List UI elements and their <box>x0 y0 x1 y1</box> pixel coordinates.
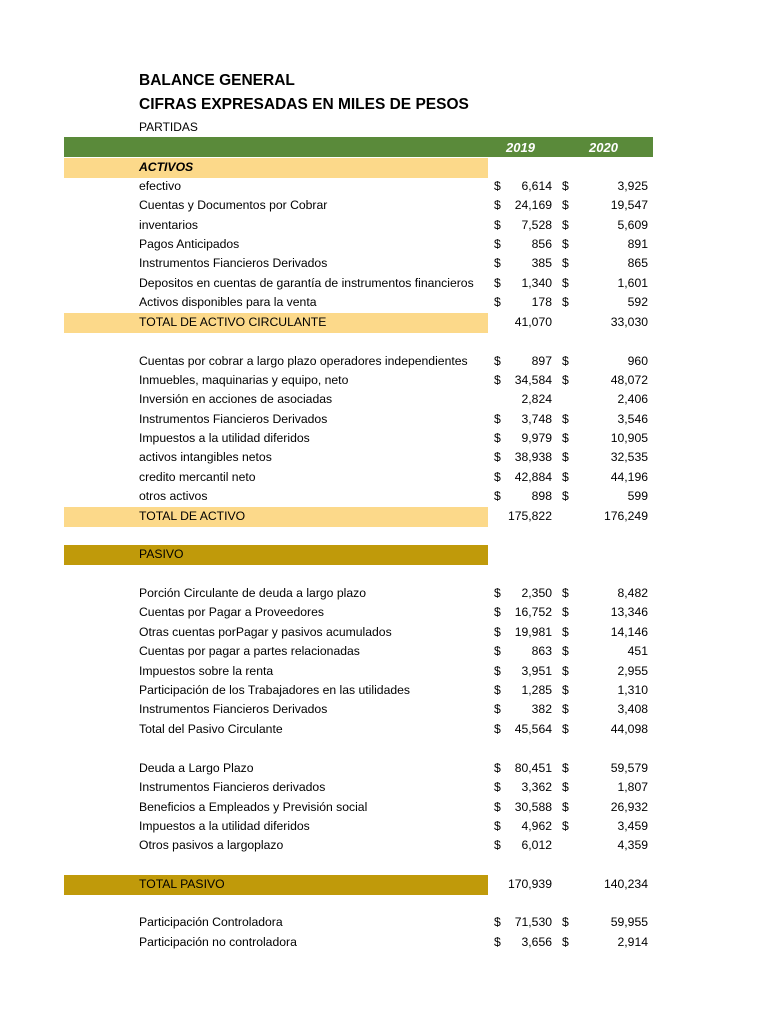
currency-symbol-2020: $ <box>562 605 569 619</box>
table-row <box>0 913 768 932</box>
currency-symbol-2020: $ <box>562 761 569 775</box>
currency-symbol-2019: $ <box>494 644 501 658</box>
table-row <box>0 681 768 700</box>
value-2019: 42,884 <box>514 470 552 484</box>
table-row <box>0 352 768 371</box>
row-label: Participación no controladora <box>139 935 297 949</box>
currency-symbol-2020: $ <box>562 295 569 309</box>
table-row <box>0 313 768 332</box>
value-2019: 178 <box>531 295 552 309</box>
value-2019: 6,012 <box>521 838 552 852</box>
table-row <box>0 196 768 215</box>
currency-symbol-2020: $ <box>562 354 569 368</box>
currency-symbol-2020: $ <box>562 373 569 387</box>
activos-label: ACTIVOS <box>139 160 194 174</box>
value-2020: 19,547 <box>610 198 648 212</box>
table-row <box>0 216 768 235</box>
year-header-row <box>0 138 768 157</box>
value-2019: 170,939 <box>507 877 552 891</box>
currency-symbol-2019: $ <box>494 470 501 484</box>
table-row <box>0 720 768 739</box>
pasivo-section-row <box>0 545 768 564</box>
currency-symbol-2020: $ <box>562 683 569 697</box>
table-row <box>0 584 768 603</box>
currency-symbol-2019: $ <box>494 237 501 251</box>
value-2020: 1,807 <box>617 780 648 794</box>
value-2020: 44,196 <box>610 470 648 484</box>
currency-symbol-2020: $ <box>562 198 569 212</box>
value-2020: 451 <box>627 644 648 658</box>
currency-symbol-2019: $ <box>494 354 501 368</box>
currency-symbol-2019: $ <box>494 276 501 290</box>
table-row <box>0 448 768 467</box>
table-row <box>0 836 768 855</box>
value-2020: 592 <box>627 295 648 309</box>
currency-symbol-2019: $ <box>494 625 501 639</box>
currency-symbol-2020: $ <box>562 276 569 290</box>
value-2020: 140,234 <box>603 877 648 891</box>
table-row <box>0 177 768 196</box>
value-2020: 865 <box>627 256 648 270</box>
row-label: Cuentas por Pagar a Proveedores <box>139 605 324 619</box>
table-row <box>0 778 768 797</box>
currency-symbol-2019: $ <box>494 431 501 445</box>
value-2020: 59,955 <box>610 915 648 929</box>
value-2020: 4,359 <box>617 838 648 852</box>
value-2020: 14,146 <box>610 625 648 639</box>
currency-symbol-2020: $ <box>562 586 569 600</box>
value-2019: 41,070 <box>514 315 552 329</box>
value-2020: 48,072 <box>610 373 648 387</box>
value-2020: 33,030 <box>610 315 648 329</box>
row-label: Impuestos a la utilidad diferidos <box>139 431 310 445</box>
currency-symbol-2020: $ <box>562 256 569 270</box>
currency-symbol-2020: $ <box>562 722 569 736</box>
currency-symbol-2020: $ <box>562 412 569 426</box>
value-2019: 3,362 <box>521 780 552 794</box>
currency-symbol-2019: $ <box>494 702 501 716</box>
row-label: Impuestos a la utilidad diferidos <box>139 819 310 833</box>
currency-symbol-2020: $ <box>562 702 569 716</box>
currency-symbol-2019: $ <box>494 683 501 697</box>
value-2020: 3,459 <box>617 819 648 833</box>
row-label: Cuentas por pagar a partes relacionadas <box>139 644 360 658</box>
currency-symbol-2020: $ <box>562 644 569 658</box>
currency-symbol-2020: $ <box>562 935 569 949</box>
value-2019: 6,614 <box>521 179 552 193</box>
value-2019: 3,748 <box>521 412 552 426</box>
row-label: Participación Controladora <box>139 915 283 929</box>
table-row <box>0 235 768 254</box>
table-row <box>0 603 768 622</box>
value-2020: 3,925 <box>617 179 648 193</box>
value-2019: 1,285 <box>521 683 552 697</box>
value-2019: 16,752 <box>514 605 552 619</box>
value-2020: 59,579 <box>610 761 648 775</box>
value-2020: 44,098 <box>610 722 648 736</box>
value-2020: 2,955 <box>617 664 648 678</box>
value-2020: 891 <box>627 237 648 251</box>
table-row <box>0 933 768 952</box>
value-2020: 1,601 <box>617 276 648 290</box>
table-row <box>0 293 768 312</box>
currency-symbol-2020: $ <box>562 664 569 678</box>
currency-symbol-2020: $ <box>562 819 569 833</box>
row-label: Depositos en cuentas de garantía de instrumentos financieros <box>139 276 474 290</box>
currency-symbol-2020: $ <box>562 450 569 464</box>
pasivo-label: PASIVO <box>139 547 184 561</box>
value-2019: 38,938 <box>514 450 552 464</box>
row-label: efectivo <box>139 179 182 193</box>
currency-symbol-2020: $ <box>562 625 569 639</box>
currency-symbol-2019: $ <box>494 838 501 852</box>
row-label: Porción Circulante de deuda a largo plazo <box>139 586 366 600</box>
row-label: Beneficios a Empleados y Previsión social <box>139 800 368 814</box>
currency-symbol-2019: $ <box>494 179 501 193</box>
row-label: activos intangibles netos <box>139 450 272 464</box>
currency-symbol-2019: $ <box>494 819 501 833</box>
currency-symbol-2019: $ <box>494 605 501 619</box>
currency-symbol-2019: $ <box>494 198 501 212</box>
row-label: credito mercantil neto <box>139 470 256 484</box>
partidas-label: PARTIDAS <box>139 120 198 134</box>
currency-symbol-2019: $ <box>494 256 501 270</box>
row-label: Instrumentos Fiancieros Derivados <box>139 412 328 426</box>
value-2019: 897 <box>531 354 552 368</box>
currency-symbol-2019: $ <box>494 412 501 426</box>
currency-symbol-2020: $ <box>562 915 569 929</box>
currency-symbol-2019: $ <box>494 489 501 503</box>
value-2020: 8,482 <box>617 586 648 600</box>
currency-symbol-2020: $ <box>562 431 569 445</box>
table-row <box>0 700 768 719</box>
currency-symbol-2019: $ <box>494 935 501 949</box>
currency-symbol-2019: $ <box>494 586 501 600</box>
value-2020: 26,932 <box>610 800 648 814</box>
currency-symbol-2019: $ <box>494 295 501 309</box>
currency-symbol-2020: $ <box>562 218 569 232</box>
value-2019: 2,350 <box>521 586 552 600</box>
value-2020: 960 <box>627 354 648 368</box>
activos-section-row <box>0 158 768 177</box>
row-label: Instrumentos Fiancieros derivados <box>139 780 326 794</box>
table-row <box>0 487 768 506</box>
table-row <box>0 254 768 273</box>
currency-symbol-2020: $ <box>562 237 569 251</box>
value-2020: 10,905 <box>610 431 648 445</box>
currency-symbol-2019: $ <box>494 780 501 794</box>
value-2019: 19,981 <box>514 625 552 639</box>
value-2020: 32,535 <box>610 450 648 464</box>
row-label: Total del Pasivo Circulante <box>139 722 283 736</box>
value-2019: 30,588 <box>514 800 552 814</box>
currency-symbol-2019: $ <box>494 800 501 814</box>
value-2019: 24,169 <box>514 198 552 212</box>
currency-symbol-2020: $ <box>562 179 569 193</box>
currency-symbol-2020: $ <box>562 470 569 484</box>
table-row <box>0 662 768 681</box>
table-row <box>0 875 768 894</box>
value-2019: 3,951 <box>521 664 552 678</box>
table-row <box>0 274 768 293</box>
currency-symbol-2019: $ <box>494 218 501 232</box>
document-subtitle: CIFRAS EXPRESADAS EN MILES DE PESOS <box>139 96 469 113</box>
row-label: Instrumentos Fiancieros Derivados <box>139 256 328 270</box>
value-2019: 856 <box>531 237 552 251</box>
table-row <box>0 623 768 642</box>
value-2020: 2,914 <box>617 935 648 949</box>
value-2019: 71,530 <box>514 915 552 929</box>
row-label: TOTAL DE ACTIVO CIRCULANTE <box>139 315 327 329</box>
year-2020-header: 2020 <box>589 140 618 155</box>
table-row <box>0 642 768 661</box>
value-2019: 385 <box>531 256 552 270</box>
table-row <box>0 390 768 409</box>
row-label: Inmuebles, maquinarias y equipo, neto <box>139 373 349 387</box>
value-2019: 863 <box>531 644 552 658</box>
currency-symbol-2019: $ <box>494 373 501 387</box>
table-row <box>0 798 768 817</box>
value-2020: 13,346 <box>610 605 648 619</box>
row-label: Otras cuentas porPagar y pasivos acumulados <box>139 625 392 639</box>
value-2019: 1,340 <box>521 276 552 290</box>
value-2019: 898 <box>531 489 552 503</box>
table-row <box>0 410 768 429</box>
currency-symbol-2019: $ <box>494 761 501 775</box>
row-label: Otros pasivos a largoplazo <box>139 838 284 852</box>
currency-symbol-2019: $ <box>494 664 501 678</box>
row-label: Activos disponibles para la venta <box>139 295 317 309</box>
value-2019: 80,451 <box>514 761 552 775</box>
row-label: Pagos Anticipados <box>139 237 240 251</box>
value-2019: 382 <box>531 702 552 716</box>
value-2020: 1,310 <box>617 683 648 697</box>
currency-symbol-2020: $ <box>562 800 569 814</box>
value-2019: 9,979 <box>521 431 552 445</box>
value-2020: 3,546 <box>617 412 648 426</box>
row-label: Cuentas por cobrar a largo plazo operadores independientes <box>139 354 468 368</box>
value-2020: 176,249 <box>603 509 648 523</box>
row-label: TOTAL DE ACTIVO <box>139 509 246 523</box>
row-label: Cuentas y Documentos por Cobrar <box>139 198 328 212</box>
table-row <box>0 507 768 526</box>
currency-symbol-2019: $ <box>494 915 501 929</box>
table-row <box>0 817 768 836</box>
table-row <box>0 759 768 778</box>
year-2019-header: 2019 <box>506 140 535 155</box>
value-2020: 2,406 <box>617 392 648 406</box>
row-label: Participación de los Trabajadores en las utilidades <box>139 683 410 697</box>
row-label: otros activos <box>139 489 208 503</box>
currency-symbol-2020: $ <box>562 780 569 794</box>
table-row <box>0 371 768 390</box>
value-2019: 3,656 <box>521 935 552 949</box>
table-row <box>0 468 768 487</box>
currency-symbol-2020: $ <box>562 489 569 503</box>
row-label: Deuda a Largo Plazo <box>139 761 254 775</box>
value-2020: 3,408 <box>617 702 648 716</box>
value-2019: 34,584 <box>514 373 552 387</box>
currency-symbol-2019: $ <box>494 722 501 736</box>
currency-symbol-2019: $ <box>494 450 501 464</box>
value-2020: 5,609 <box>617 218 648 232</box>
row-label: inventarios <box>139 218 198 232</box>
document-title: BALANCE GENERAL <box>139 72 295 89</box>
value-2019: 45,564 <box>514 722 552 736</box>
table-row <box>0 429 768 448</box>
row-label: Inversión en acciones de asociadas <box>139 392 333 406</box>
value-2019: 175,822 <box>507 509 552 523</box>
value-2019: 4,962 <box>521 819 552 833</box>
value-2019: 7,528 <box>521 218 552 232</box>
row-label: TOTAL PASIVO <box>139 877 225 891</box>
row-label: Instrumentos Fiancieros Derivados <box>139 702 328 716</box>
row-label: Impuestos sobre la renta <box>139 664 274 678</box>
value-2020: 599 <box>627 489 648 503</box>
value-2019: 2,824 <box>521 392 552 406</box>
